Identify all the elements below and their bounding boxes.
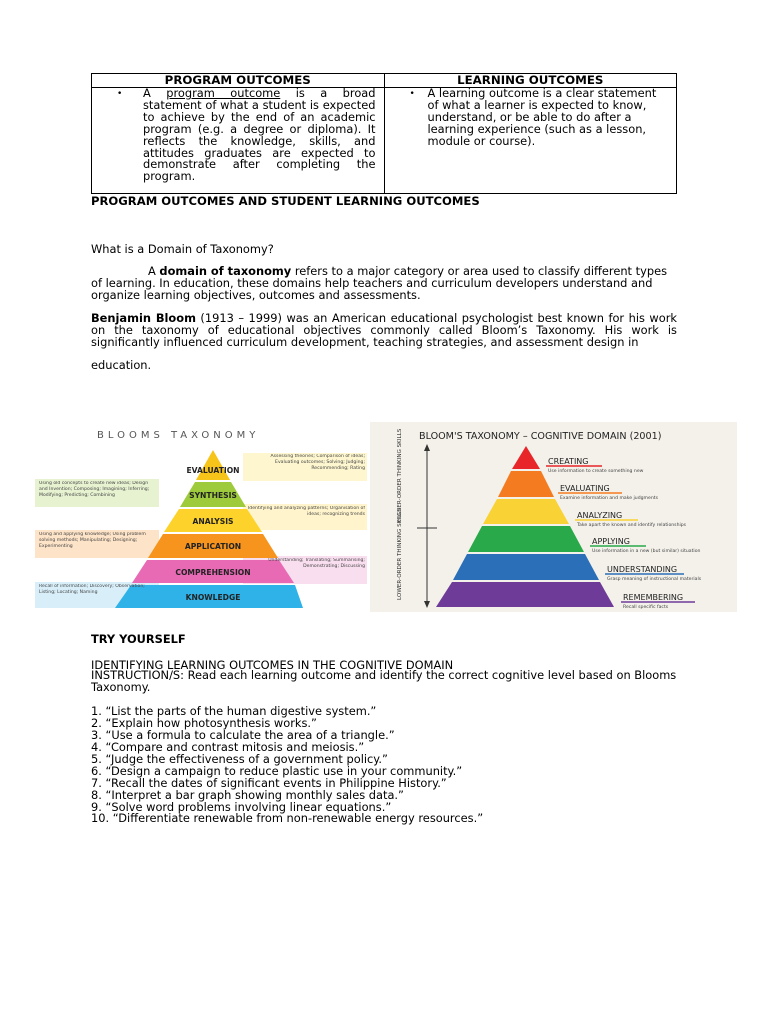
list-item: 4. “Compare and contrast mitosis and meiosis.” bbox=[91, 740, 365, 754]
list-item: 7. “Recall the dates of significant events in Philippine History.” bbox=[91, 776, 447, 790]
list-item: 8. “Interpret a bar graph showing monthly sales data.” bbox=[91, 788, 404, 802]
program-outcomes-header: PROGRAM OUTCOMES bbox=[92, 74, 385, 88]
program-outcome-link: program outcome bbox=[166, 86, 281, 100]
analyzing-band bbox=[483, 499, 569, 524]
list-item: 3. “Use a formula to calculate the area of a triangle.” bbox=[91, 728, 395, 742]
right-figure-title: BLOOM'S TAXONOMY – COGNITIVE DOMAIN (2001) bbox=[419, 431, 662, 442]
instruction-text: INSTRUCTION/S: Read each learning outcome and identify the correct cognitive level based on Blooms Taxonomy. bbox=[91, 668, 677, 694]
applying-band bbox=[468, 526, 584, 552]
bloom-paragraph: Benjamin Bloom (1913 – 1999) was an American educational psychologist best known for his work on the taxonomy of educational objectives commonly called Bloom’s Taxonomy. His work is significantly influenced curriculum development, teaching strategies, and assessment design in bbox=[91, 311, 677, 349]
bloom-paragraph-end: education. bbox=[91, 358, 152, 372]
list-item: 10. “Differentiate renewable from non-renewable energy resources.” bbox=[91, 811, 484, 825]
left-figure-title: BLOOMS TAXONOMY bbox=[97, 430, 260, 441]
learning-outcome-definition: A learning outcome is a clear statement of what a learner is expected to know, understand, or be able to do after a learning experience (such as a lesson, module or course). bbox=[427, 86, 657, 148]
evaluation-note: Assessing theories; Comparison of ideas; Evaluating outcomes; Solving; Judging; Recommending; Rating bbox=[270, 454, 365, 471]
program-outcome-definition: A program outcome is a broad statement of what a student is expected to achieve by the end of an academic program (e.g. a degree or diploma). It reflects the knowledge, skills, and attitudes graduates are expected to demonstrate after completing the program. bbox=[143, 86, 376, 184]
knowledge-label: KNOWLEDGE bbox=[185, 593, 241, 602]
comprehension-label: COMPREHENSION bbox=[175, 568, 251, 577]
list-item: 9. “Solve word problems involving linear equations.” bbox=[91, 800, 392, 814]
synthesis-note: Using old concepts to create new ideas; Design and Invention; Composing; Imagining; Inferring; Modifying; Predicting; Combining bbox=[39, 481, 150, 498]
list-item: 6. “Design a campaign to reduce plastic use in your community.” bbox=[91, 764, 463, 778]
domain-question: What is a Domain of Taxonomy? bbox=[91, 242, 274, 256]
list-item: 5. “Judge the effectiveness of a government policy.” bbox=[91, 752, 388, 766]
cognitive-pyramid-graphic bbox=[370, 422, 737, 612]
higher-order-label: HIGHER-ORDER THINKING SKILLS bbox=[397, 428, 403, 522]
understanding-band bbox=[453, 554, 599, 580]
domain-paragraph: A domain of taxonomy refers to a major category or area used to classify different types of learning. In education, these domains help teachers and curriculum developers understand and organize learning objectives, outcomes and assessments. bbox=[91, 264, 668, 302]
comprehension-note: Understanding; Translating; Summarising; Demonstrating; Discussing bbox=[268, 558, 365, 569]
analysis-note: Identifying and analyzing patterns; Organisation of ideas; recognizing trends bbox=[247, 506, 365, 517]
evaluating-label: EVALUATING bbox=[560, 484, 610, 493]
evaluating-band bbox=[498, 471, 554, 497]
list-item: 1. “List the parts of the human digestive system.” bbox=[91, 704, 377, 718]
application-label: APPLICATION bbox=[184, 542, 242, 551]
blooms-taxonomy-figure bbox=[35, 420, 367, 612]
analysis-label: ANALYSIS bbox=[192, 517, 234, 526]
cognitive-domain-figure bbox=[370, 422, 737, 612]
list-item: 2. “Explain how photosynthesis works.” bbox=[91, 716, 317, 730]
instruction-heading: IDENTIFYING LEARNING OUTCOMES IN THE COGNITIVE DOMAIN bbox=[91, 658, 454, 672]
synthesis-label: SYNTHESIS bbox=[189, 491, 237, 500]
remembering-label: REMEMBERING bbox=[623, 593, 684, 602]
understanding-label: UNDERSTANDING bbox=[607, 565, 678, 574]
applying-label: APPLYING bbox=[592, 537, 630, 546]
try-yourself-title: TRY YOURSELF bbox=[91, 632, 186, 646]
blooms-pyramid-graphic bbox=[35, 420, 367, 612]
understanding-desc: Grasp meaning of instructional materials bbox=[607, 577, 702, 582]
application-note: Using and applying knowledge; Using problem solving methods; Manipulating; Designing; Experimenting bbox=[39, 532, 146, 549]
evaluating-desc: Examine information and make judgments bbox=[560, 496, 658, 501]
applying-desc: Use information in a new (but similar) situation bbox=[592, 549, 701, 554]
bullet-icon: • bbox=[117, 89, 123, 99]
knowledge-note: Recall of information; Discovery; Observation; Listing; Locating; Naming bbox=[39, 584, 145, 595]
bullet-icon: • bbox=[409, 89, 415, 99]
creating-desc: Use information to create something new bbox=[548, 469, 644, 474]
creating-band bbox=[512, 446, 540, 469]
remembering-desc: Recall specific facts bbox=[623, 605, 669, 610]
evaluation-label: EVALUATION bbox=[186, 466, 240, 475]
section-title: PROGRAM OUTCOMES AND STUDENT LEARNING OUTCOMES bbox=[91, 194, 480, 208]
learning-outcome-cell bbox=[384, 88, 677, 194]
bloom-name: Benjamin Bloom bbox=[91, 311, 196, 325]
analyzing-desc: Take apart the known and identify relationships bbox=[577, 523, 687, 528]
evaluation-band bbox=[196, 450, 230, 480]
lower-order-label: LOWER-ORDER THINKING SKILLS bbox=[397, 508, 403, 600]
learning-outcomes-header: LEARNING OUTCOMES bbox=[384, 74, 677, 88]
outcomes-table bbox=[91, 73, 677, 194]
creating-label: CREATING bbox=[548, 457, 589, 466]
remembering-band bbox=[436, 582, 614, 607]
analyzing-label: ANALYZING bbox=[577, 511, 623, 520]
program-outcome-cell bbox=[92, 88, 385, 194]
domain-term: domain of taxonomy bbox=[159, 264, 292, 278]
